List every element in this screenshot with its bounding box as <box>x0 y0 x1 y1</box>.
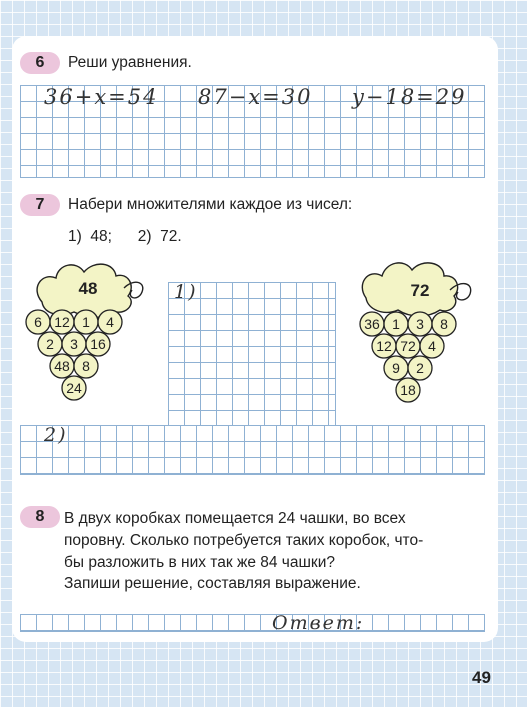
grape-berry-number: 8 <box>440 316 448 332</box>
grape-berry-number: 4 <box>428 338 436 354</box>
grape-berry-number: 2 <box>46 336 54 352</box>
task-8-answer-grid[interactable] <box>20 614 485 632</box>
grape-berry-number: 36 <box>364 316 380 332</box>
page-number: 49 <box>472 668 491 687</box>
grape-berry-number: 9 <box>392 360 400 376</box>
grape-berry-number: 1 <box>82 314 90 330</box>
grape-berry-number: 12 <box>376 338 392 354</box>
grape-berry-number: 4 <box>106 314 114 330</box>
grape-label-48: 48 <box>78 279 98 298</box>
grid-1-label: 1) <box>174 281 198 303</box>
grape-berry-number: 12 <box>54 314 70 330</box>
task-6-badge: 6 <box>20 52 60 74</box>
grape-berry-number: 24 <box>66 380 82 396</box>
task-6-instruction: Реши уравнения. <box>68 54 192 71</box>
task-8-line-1: В двух коробках помещается 24 чашки, во всех <box>64 510 406 527</box>
grape-berry-number: 3 <box>70 336 78 352</box>
grape-cluster-72 <box>352 258 512 408</box>
task-7-instruction: Набери множителями каждое из чисел: <box>68 196 353 213</box>
grape-label-72: 72 <box>410 281 430 300</box>
grape-berry-number: 16 <box>90 336 106 352</box>
equation-3: y−18=29 <box>352 85 467 109</box>
task-8-instruction: Запиши решение, составляя выражение. <box>64 575 361 592</box>
grape-berry-number: 18 <box>400 382 416 398</box>
grape-cluster-48 <box>16 258 176 408</box>
grape-berry-number: 8 <box>82 358 90 374</box>
equation-2: 87−x=30 <box>198 85 313 109</box>
answer-label: Ответ: <box>272 612 365 634</box>
task-7-grid-2[interactable] <box>20 425 485 475</box>
grape-berry-number: 72 <box>400 338 416 354</box>
task-7-badge: 7 <box>20 194 60 216</box>
grape-berry-number: 6 <box>34 314 42 330</box>
grape-berry-number: 48 <box>54 358 70 374</box>
grape-berry-number: 3 <box>416 316 424 332</box>
task-8-line-2: поровну. Сколько потребуется таких коробок, что- <box>64 532 424 549</box>
equation-1: 36+x=54 <box>44 85 159 109</box>
grape-berry-number: 2 <box>416 360 424 376</box>
task-8-badge: 8 <box>20 506 60 528</box>
grid-2-label: 2) <box>44 424 68 446</box>
task-8-line-3: бы разложить в них так же 84 чашки? <box>64 554 335 571</box>
task-7-subitems: 1) 48; 2) 72. <box>68 228 182 245</box>
grape-berry-number: 1 <box>392 316 400 332</box>
